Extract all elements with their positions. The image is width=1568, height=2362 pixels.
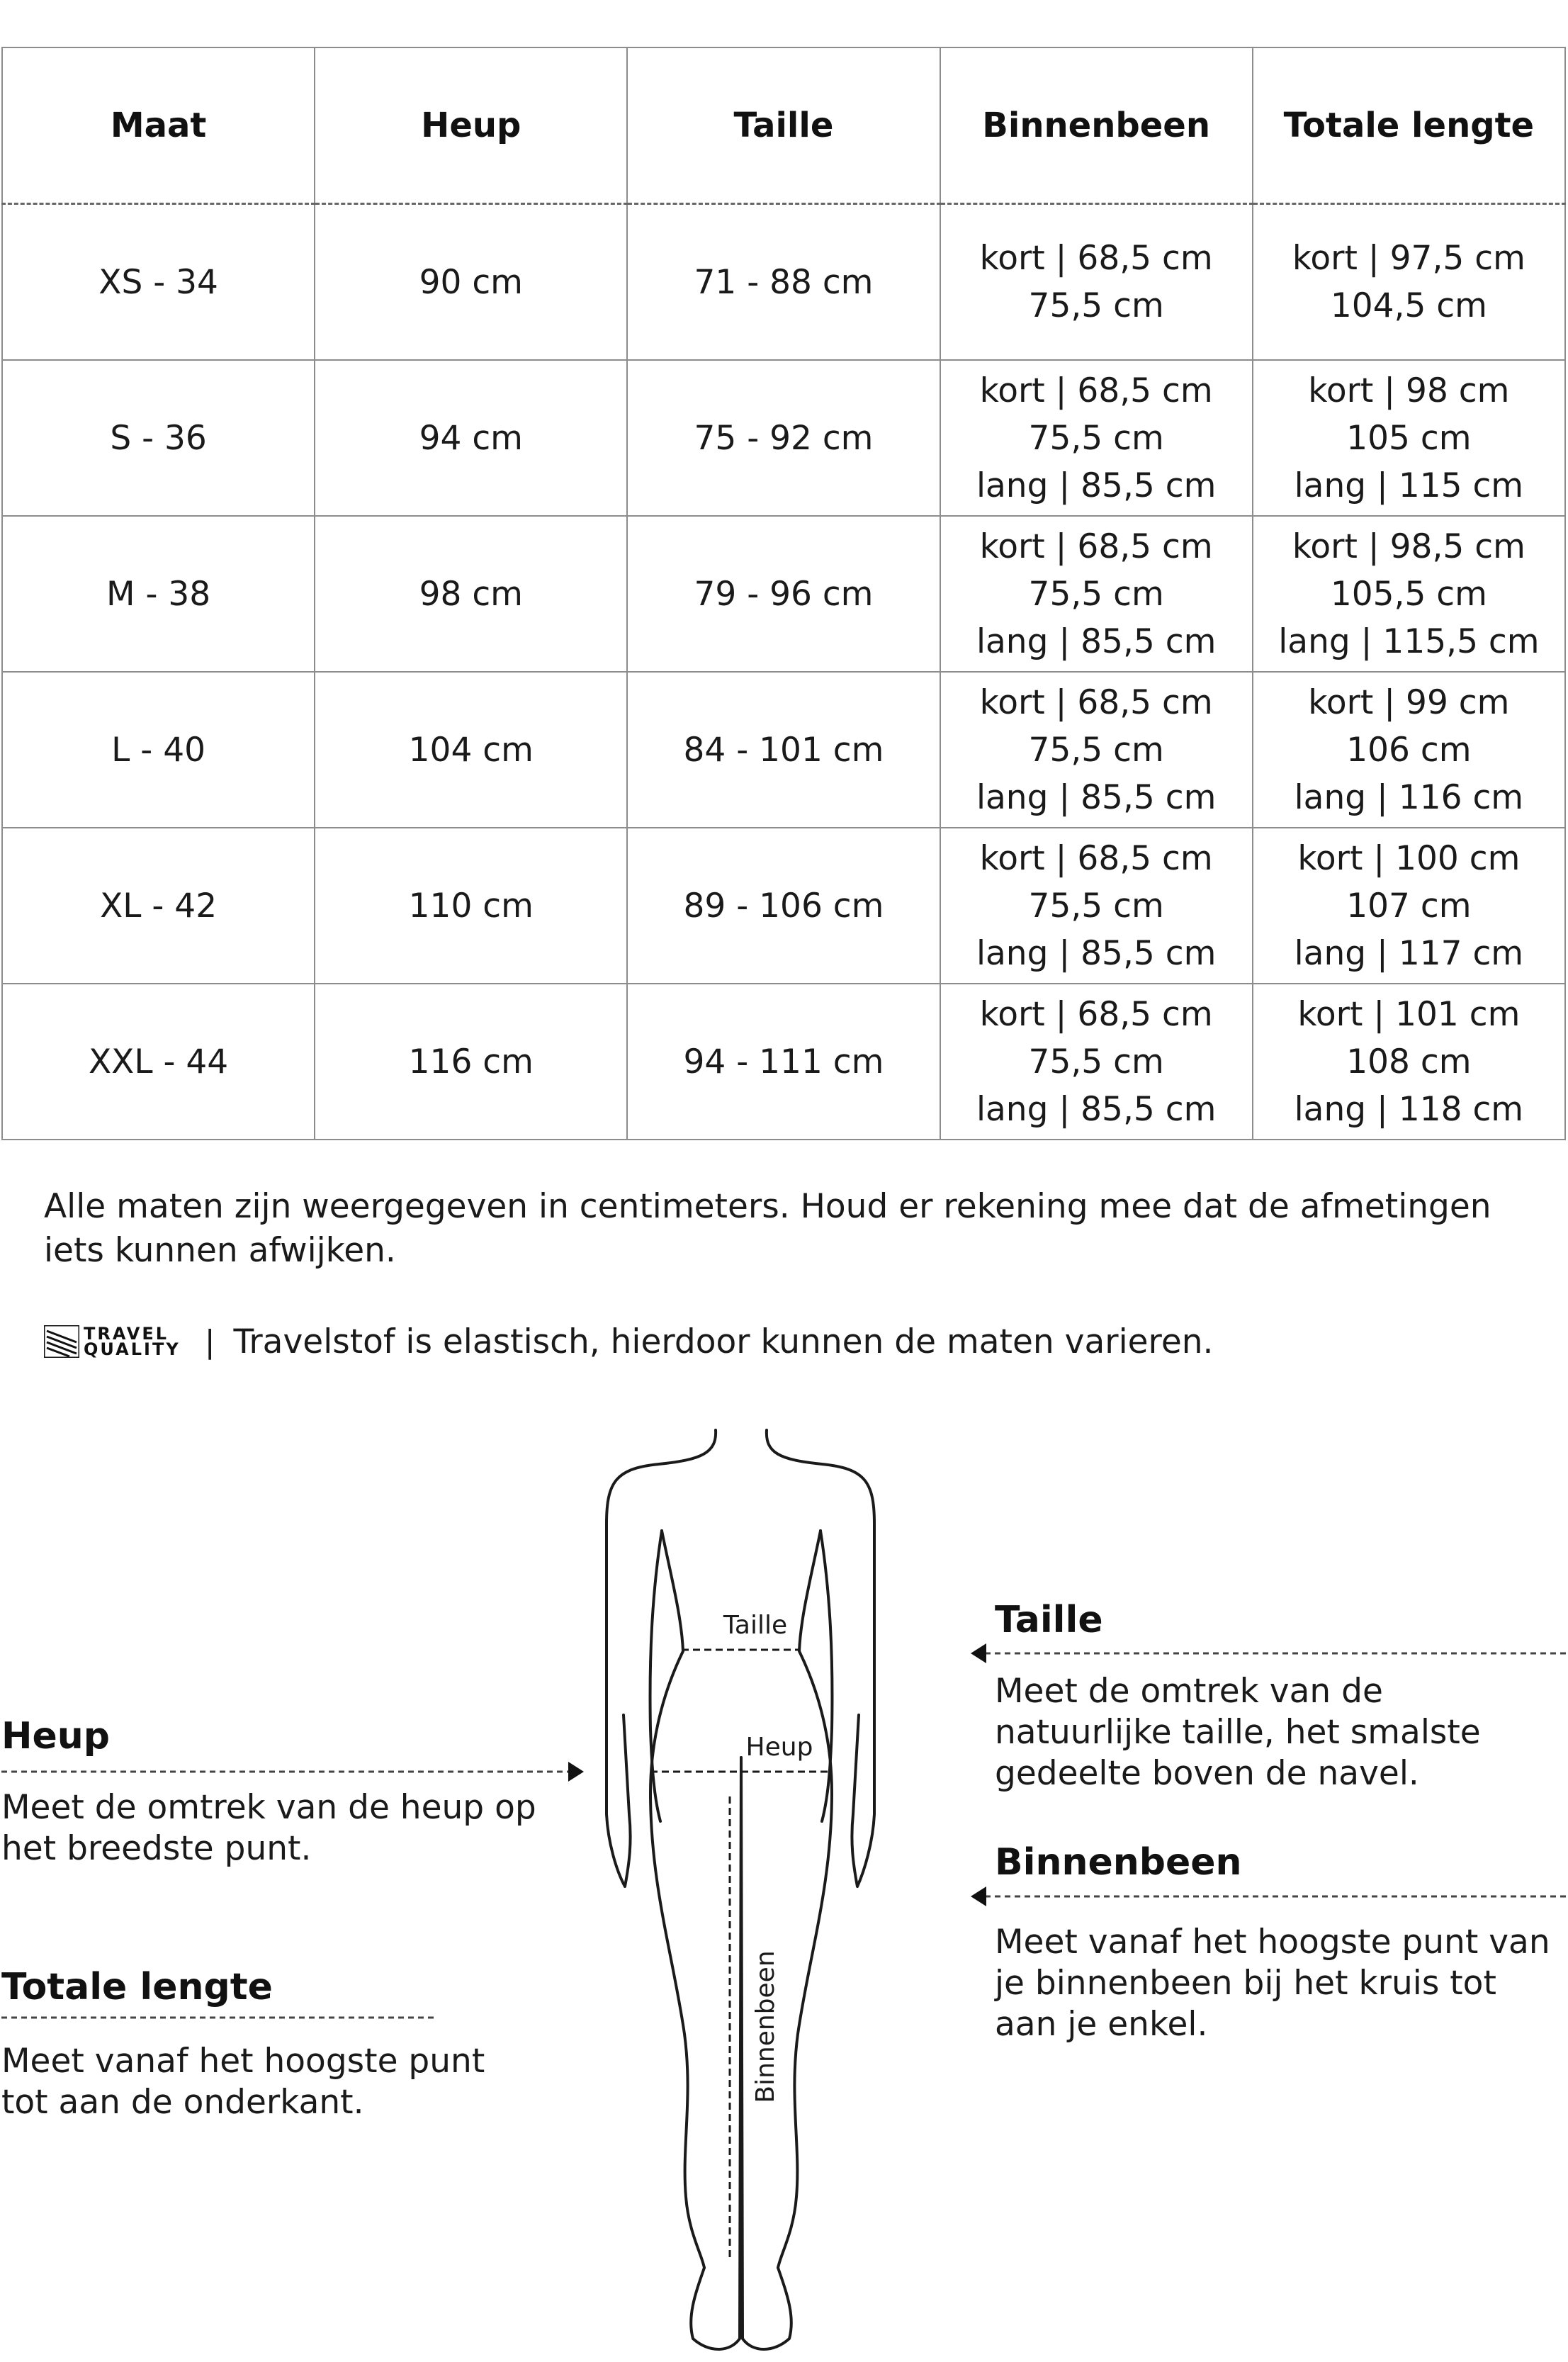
binnenbeen-description: Meet vanaf het hoogste punt van je binnenbeen bij het kruis tot aan je enkel. [995,1923,1550,2044]
cell-line: lang | 115 cm [1294,466,1524,505]
cell-line: 104,5 cm [1330,286,1487,325]
cell-heup: 90 cm [315,204,627,361]
cell-heup: 104 cm [315,672,627,828]
cell-line: 75,5 cm [1028,730,1164,770]
header-taille: Taille [627,47,940,204]
cell-taille: 71 - 88 cm [627,204,940,361]
header-binnenbeen: Binnenbeen [940,47,1253,204]
cell-heup: 116 cm [315,984,627,1140]
totale-lengte-heading: Totale lengte [1,1966,273,2008]
cell-maat: XXL - 44 [2,984,315,1140]
cell-heup: 110 cm [315,828,627,984]
cell-line: kort | 101 cm [1297,994,1521,1034]
cell-line: 105 cm [1346,418,1472,458]
taille-heading: Taille [995,1599,1103,1641]
cell-heup: 94 cm [315,360,627,516]
cell-taille: 84 - 101 cm [627,672,940,828]
figure-label-heup: Heup [745,1733,813,1762]
taille-description: Meet de omtrek van de natuurlijke taille, het smalste gedeelte boven de navel. [995,1672,1481,1793]
separator: | [204,1323,215,1360]
travel-note: Travelstof is elastisch, hierdoor kunnen de maten varieren. [233,1322,1214,1361]
cell-line: 106 cm [1346,730,1472,770]
cell-line: kort | 98 cm [1308,371,1510,410]
cell-maat: XL - 42 [2,828,315,984]
figure-label-binnenbeen: Binnenbeen [751,1950,780,2103]
cell-line: 105,5 cm [1330,574,1487,614]
measurement-note: Alle maten zijn weergegeven in centimeters. Houd er rekening mee dat de afmetingen iets kunnen afwijken. [44,1187,1491,1270]
cell-taille: 94 - 111 cm [627,984,940,1140]
cell-line: lang | 85,5 cm [976,933,1217,973]
cell-maat: XS - 34 [2,204,315,361]
cell-line: lang | 85,5 cm [976,1089,1217,1129]
logo-line-quality: QUALITY [84,1339,181,1359]
cell-line: lang | 117 cm [1294,933,1524,973]
cell-line: kort | 97,5 cm [1292,239,1525,278]
cell-line: kort | 68,5 cm [979,994,1213,1034]
header-maat: Maat [2,47,315,204]
cell-line: kort | 68,5 cm [979,239,1213,278]
cell-line: 75,5 cm [1028,286,1164,325]
cell-taille: 89 - 106 cm [627,828,940,984]
cell-maat: S - 36 [2,360,315,516]
cell-line: lang | 116 cm [1294,777,1524,817]
heup-description: Meet de omtrek van de heup op het breedste punt. [1,1788,536,1868]
cell-line: lang | 85,5 cm [976,622,1217,661]
header-totale-lengte: Totale lengte [1253,47,1565,204]
arrow-left-icon [971,1643,986,1663]
cell-line: 75,5 cm [1028,418,1164,458]
cell-line: 108 cm [1346,1042,1472,1081]
cell-line: kort | 100 cm [1297,838,1521,878]
body-figure-icon [607,1430,874,2349]
header-heup: Heup [315,47,627,204]
arrow-left-icon [971,1886,986,1906]
cell-line: kort | 98,5 cm [1292,527,1525,566]
cell-line: lang | 85,5 cm [976,466,1217,505]
cell-heup: 98 cm [315,516,627,672]
heup-heading: Heup [1,1715,111,1758]
cell-maat: M - 38 [2,516,315,672]
cell-taille: 79 - 96 cm [627,516,940,672]
cell-line: kort | 68,5 cm [979,682,1213,722]
cell-line: lang | 85,5 cm [976,777,1217,817]
cell-taille: 75 - 92 cm [627,360,940,516]
cell-line: kort | 99 cm [1308,682,1510,722]
totale-lengte-description: Meet vanaf het hoogste punt tot aan de onderkant. [1,2042,485,2122]
cell-line: 75,5 cm [1028,886,1164,926]
cell-line: lang | 115,5 cm [1278,622,1540,661]
cell-line: kort | 68,5 cm [979,527,1213,566]
cell-line: kort | 68,5 cm [979,371,1213,410]
figure-label-taille: Taille [723,1611,788,1640]
cell-line: 75,5 cm [1028,574,1164,614]
logo-line-travel: TRAVEL [84,1324,169,1344]
arrow-right-icon [568,1762,584,1782]
cell-line: kort | 68,5 cm [979,838,1213,878]
cell-line: 107 cm [1346,886,1472,926]
cell-line: lang | 118 cm [1294,1089,1524,1129]
cell-line: 75,5 cm [1028,1042,1164,1081]
binnenbeen-heading: Binnenbeen [995,1841,1242,1884]
cell-maat: L - 40 [2,672,315,828]
